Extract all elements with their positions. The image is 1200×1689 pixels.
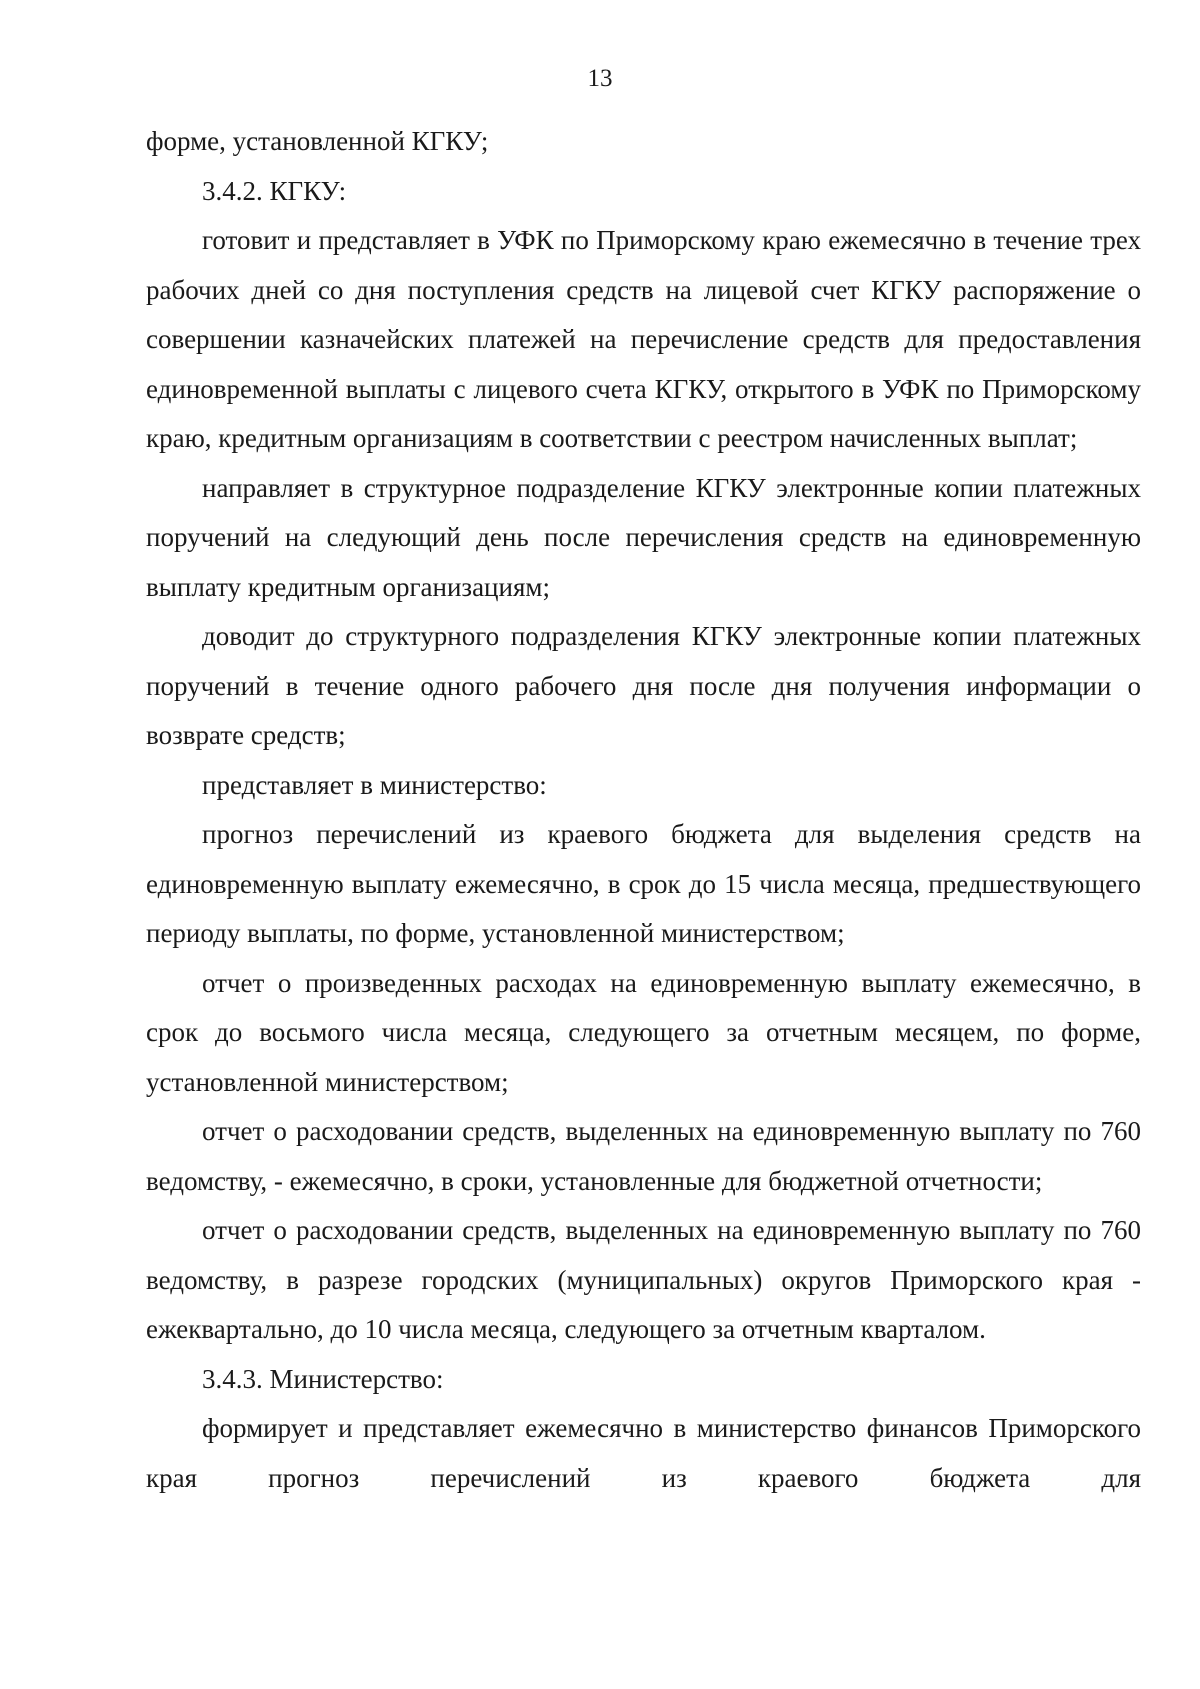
paragraph-forms-forecast: формирует и представляет ежемесячно в министерство финансов Приморского края прогноз перечислений из краевого бюджета для xyxy=(146,1413,1141,1493)
paragraph-spending-report-760: отчет о расходовании средств, выделенных на единовременную выплату по 760 ведомству, - ежемесячно, в сроки, установленные для бюджетной отчетности; xyxy=(146,1116,1141,1196)
paragraph-transfer-forecast: прогноз перечислений из краевого бюджета для выделения средств на единовременную выплату ежемесячно, в срок до 15 числа месяца, предшествующего периоду выплаты, по форме, установленной министерством; xyxy=(146,819,1141,948)
paragraph-form-continuation: форме, установленной КГКУ; xyxy=(146,126,489,156)
paragraph-delivers-return-info: доводит до структурного подразделения КГКУ электронные копии платежных поручений в течение одного рабочего дня после дня получения информации о возврате средств; xyxy=(146,621,1141,750)
paragraph-sends-payment-copies: направляет в структурное подразделение КГКУ электронные копии платежных поручений на следующий день после перечисления средств на единовременную выплату кредитным организациям; xyxy=(146,472,1141,602)
paragraph-expense-report-monthly: отчет о произведенных расходах на единовременную выплату ежемесячно, в срок до восьмого числа месяца, следующего за отчетным месяцем, по форме, установленной министерством; xyxy=(146,967,1141,1097)
paragraph-submits-to-ministry: представляет в министерство: xyxy=(202,769,547,800)
section-heading-3-4-2: 3.4.2. КГКУ: xyxy=(202,175,347,206)
paragraph-spending-report-districts: отчет о расходовании средств, выделенных на единовременную выплату по 760 ведомству, в разрезе городских (муниципальных) округов Приморского края - ежеквартально, до 10 числа месяца, следующего за отчетным кварталом. xyxy=(146,1215,1141,1344)
section-heading-3-4-3: 3.4.3. Министерство: xyxy=(202,1363,444,1394)
paragraph-prepares-payment-order: готовит и представляет в УФК по Приморскому краю ежемесячно в течение трех рабочих дней со дня поступления средств на лицевой счет КГКУ распоряжение о совершении казначейских платежей на перечисление средств для предоставления единовременной выплаты с лицевого счета КГКУ, открытого в УФК по Приморскому краю, кредитным организациям в соответствии с реестром начисленных выплат; xyxy=(146,225,1141,453)
document-body xyxy=(146,117,1141,1503)
page-number: 13 xyxy=(587,65,613,92)
